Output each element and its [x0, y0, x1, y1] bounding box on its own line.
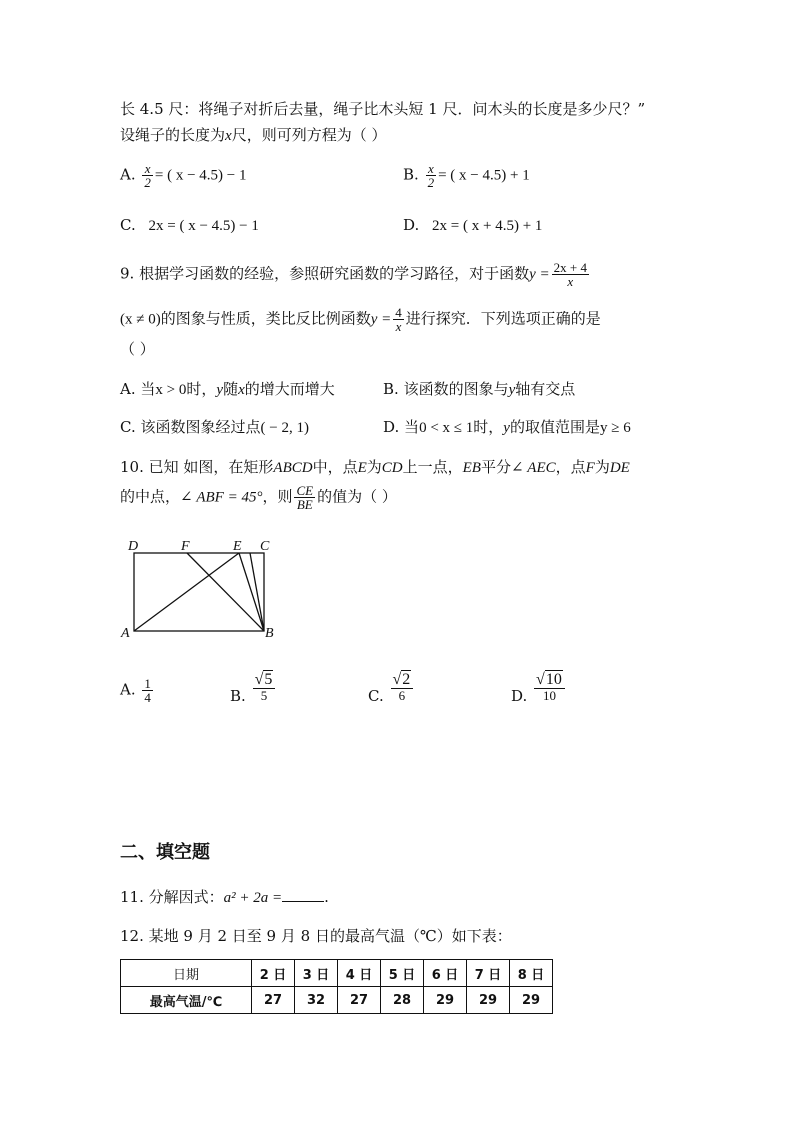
q9-option-a[interactable]	[120, 378, 335, 399]
q8-line2-b: 尺，则可列方程为（ ）	[231, 126, 387, 144]
option-label: D.	[403, 216, 420, 234]
q12-text: 12. 某地 9 月 2 日至 9 月 8 日的最高气温（℃）如下表：	[120, 927, 512, 945]
q9-line1	[120, 261, 591, 288]
option-expr: = ( x − 4.5) − 1	[154, 167, 247, 184]
label-b: B	[265, 626, 274, 641]
fraction: $\frac{4}{x}$	[395, 305, 402, 334]
q9-line2-a: 的图象与性质，类比反比例函数	[160, 309, 371, 328]
q9-line3: （ ）	[120, 340, 155, 358]
option-text: 该函数图象经过点	[140, 418, 261, 436]
option-text: 随	[223, 380, 239, 398]
option-math: ( − 2, 1)	[260, 420, 309, 436]
q11	[120, 886, 329, 907]
label-e: E	[233, 539, 242, 554]
q10-text: 为	[594, 458, 610, 476]
fraction: $\frac{√5}{5}$	[253, 672, 276, 702]
q8-option-a[interactable]	[120, 162, 247, 189]
option-text: 时，	[186, 380, 217, 398]
option-text: 当	[140, 380, 156, 398]
segment-fb	[187, 553, 264, 631]
table-cell: 29	[510, 987, 553, 1014]
table-cell: 29	[467, 987, 510, 1014]
table-cell: 3 日	[295, 960, 338, 987]
q9-option-c[interactable]	[120, 416, 309, 437]
table-cell: 27	[338, 987, 381, 1014]
option-label: A.	[120, 380, 136, 398]
q10-line1	[120, 456, 630, 477]
q10-math: ∠ AEC	[510, 460, 556, 476]
q8-line2-a: 设绳子的长度为	[120, 126, 226, 144]
q10-math: ∠ ABF = 45°	[180, 489, 263, 506]
q10-text: 上一点，	[402, 458, 463, 476]
fraction: $\frac{√10}{10}$	[534, 672, 565, 702]
option-label: B.	[230, 687, 246, 705]
option-expr: 2x = ( x + 4.5) + 1	[432, 218, 543, 234]
q10-text: ，点	[555, 458, 586, 476]
option-label: C.	[120, 418, 136, 436]
fraction: $\frac{1}{4}$	[144, 676, 151, 705]
fraction: $\frac{CE}{BE}$	[296, 483, 314, 512]
option-label: D.	[511, 687, 528, 705]
q10-math: F	[585, 460, 595, 476]
option-label: C.	[120, 216, 136, 234]
table-cell: 28	[381, 987, 424, 1014]
table-cell: 32	[295, 987, 338, 1014]
option-text: 的取值范围是	[509, 418, 600, 436]
option-text: 当	[404, 418, 420, 436]
label-f: F	[181, 539, 190, 554]
q10-math: EB	[462, 460, 481, 476]
q11-text: 11. 分解因式：	[120, 888, 224, 906]
q9-line1-text: 9. 根据学习函数的经验，参照研究函数的学习路径，对于函数	[120, 264, 530, 283]
option-label: A.	[120, 680, 136, 699]
q10-option-a[interactable]	[120, 677, 155, 704]
q11-end: .	[324, 888, 329, 906]
table-cell: 2 日	[252, 960, 295, 987]
q8-option-c[interactable]	[120, 216, 259, 235]
sqrt-symbol: √10	[536, 671, 562, 688]
option-label: C.	[368, 687, 384, 705]
table-row	[121, 960, 553, 987]
table-header-cell: 日期	[121, 960, 252, 987]
option-expr: 2x = ( x − 4.5) − 1	[148, 218, 259, 234]
q9-func-y2: y =	[370, 311, 392, 328]
option-text: 该函数的图象与	[403, 380, 509, 398]
option-expr: = ( x − 4.5) + 1	[438, 167, 530, 184]
table-cell: 7 日	[467, 960, 510, 987]
option-math: x > 0	[155, 382, 187, 398]
table-cell: 29	[424, 987, 467, 1014]
option-math: y	[508, 382, 516, 398]
table-cell: 6 日	[424, 960, 467, 987]
option-label: B.	[403, 165, 419, 184]
option-label: A.	[120, 165, 136, 184]
q9-option-d[interactable]	[383, 416, 631, 437]
q10-text: ，则	[262, 487, 293, 506]
option-text: 时，	[473, 418, 504, 436]
table-header-cell: 最高气温/℃	[121, 987, 252, 1014]
table-row	[121, 987, 553, 1014]
table-cell: 4 日	[338, 960, 381, 987]
option-label: D.	[383, 418, 400, 436]
q9-func-y: y =	[529, 266, 550, 283]
option-text: 轴有交点	[515, 380, 576, 398]
q8-option-b[interactable]	[403, 162, 530, 189]
option-math: y ≥ 6	[599, 420, 631, 436]
q8-line2	[120, 124, 386, 145]
temperature-table	[120, 959, 553, 1014]
q10-option-b[interactable]	[230, 672, 277, 705]
q8-var-x: x	[225, 128, 232, 144]
option-math: x	[238, 382, 245, 398]
option-math: 0 < x ≤ 1	[419, 420, 474, 436]
q10-math: DE	[609, 460, 630, 476]
q10-option-d[interactable]	[511, 672, 567, 705]
q10-text: 平分	[480, 458, 511, 476]
label-a: A	[121, 626, 130, 641]
q10-text: 10. 已知 如图，在矩形	[120, 458, 274, 476]
q9-line2	[120, 306, 601, 333]
q10-text: 的中点，	[120, 487, 181, 506]
rect-abcd	[134, 553, 264, 631]
segment-ae	[134, 553, 239, 631]
sqrt-symbol: √5	[254, 671, 273, 688]
q9-condition: (x ≠ 0)	[120, 311, 161, 328]
table-cell: 8 日	[510, 960, 553, 987]
segment-be	[239, 553, 264, 631]
q10-math: E	[357, 460, 367, 476]
q10-option-c[interactable]	[368, 672, 415, 705]
q10-text: 为	[366, 458, 382, 476]
q9-line2-b: 进行探究．下列选项正确的是	[405, 309, 601, 328]
q10-math: CD	[381, 460, 403, 476]
table-cell: 5 日	[381, 960, 424, 987]
fraction: $\frac{x}{2}$	[144, 161, 151, 190]
answer-blank[interactable]	[282, 887, 324, 902]
q10-math: ABCD	[273, 460, 313, 476]
option-text: 的增大而增大	[244, 380, 335, 398]
q10-text: 中，点	[312, 458, 358, 476]
q10-line2	[120, 484, 397, 511]
fraction: $\frac{√2}{6}$	[391, 672, 414, 702]
q8-option-d[interactable]	[403, 216, 542, 235]
option-math: y	[503, 420, 510, 436]
label-d: D	[128, 539, 139, 554]
label-c: C	[260, 539, 270, 554]
q8-line1: 长 4.5 尺：将绳子对折后去量，绳子比木头短 1 尺．问木头的长度是多少尺？”	[120, 100, 646, 118]
fraction: $\frac{2x + 4}{x}$	[553, 260, 587, 289]
table-cell: 27	[252, 987, 295, 1014]
q11-expr: a² + 2a =	[223, 890, 283, 906]
option-math: y	[216, 382, 224, 398]
sqrt-symbol: √2	[392, 671, 411, 688]
fraction: $\frac{x}{2}$	[427, 161, 435, 190]
section-title: 二、填空题	[120, 842, 210, 863]
q9-option-b[interactable]	[383, 378, 575, 399]
option-label: B.	[383, 380, 399, 398]
q10-text: 的值为（ ）	[317, 487, 397, 506]
segment-inner	[250, 553, 264, 631]
